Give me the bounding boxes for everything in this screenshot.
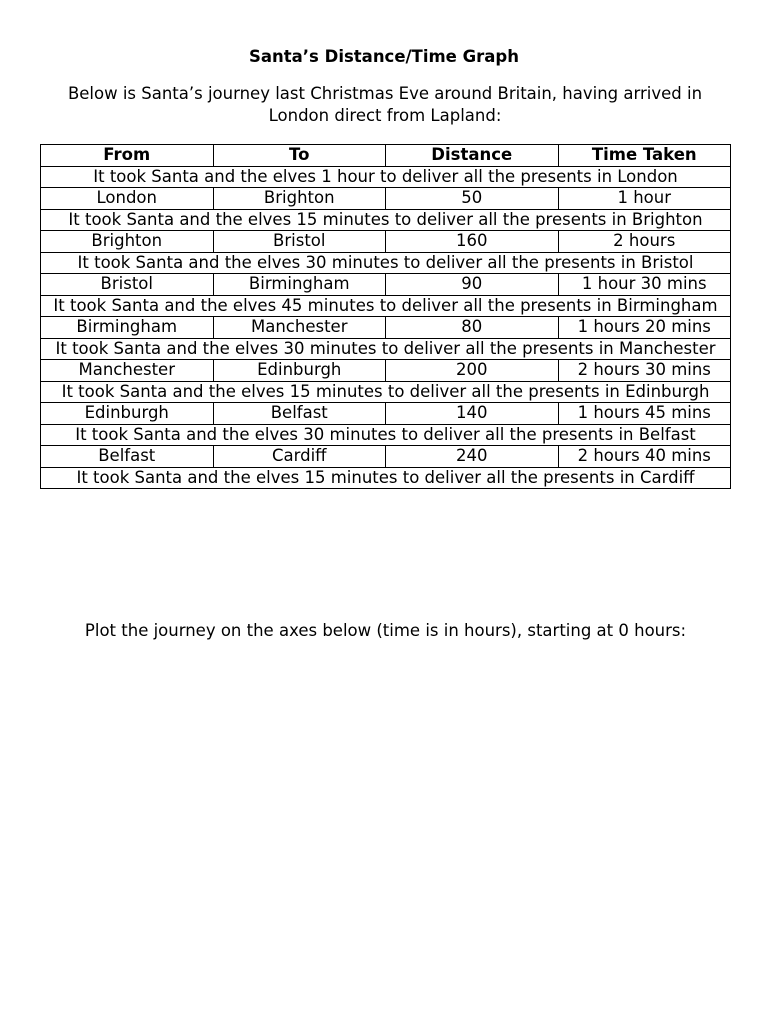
cell-from: Bristol bbox=[41, 274, 214, 296]
cell-time: 2 hours bbox=[558, 231, 731, 253]
table-row-leg bbox=[41, 317, 731, 339]
cell-time: 2 hours 30 mins bbox=[558, 360, 731, 382]
cell-time: 1 hour 30 mins bbox=[558, 274, 731, 296]
cell-from: Brighton bbox=[41, 231, 214, 253]
header-to: To bbox=[213, 145, 386, 167]
delivery-note: It took Santa and the elves 30 minutes to deliver all the presents in Bristol bbox=[41, 252, 731, 274]
cell-from: Manchester bbox=[41, 360, 214, 382]
cell-from: Birmingham bbox=[41, 317, 214, 339]
cell-to: Edinburgh bbox=[213, 360, 386, 382]
delivery-note: It took Santa and the elves 30 minutes to deliver all the presents in Belfast bbox=[41, 424, 731, 446]
table-row-note bbox=[41, 166, 731, 188]
page-title: Santa’s Distance/Time Graph bbox=[249, 47, 519, 66]
cell-time: 2 hours 40 mins bbox=[558, 446, 731, 468]
table-row-note bbox=[41, 467, 731, 489]
table-row-note bbox=[41, 295, 731, 317]
table-row-note bbox=[41, 209, 731, 231]
header-from: From bbox=[41, 145, 214, 167]
delivery-note: It took Santa and the elves 15 minutes to deliver all the presents in Brighton bbox=[41, 209, 731, 231]
delivery-note: It took Santa and the elves 15 minutes to deliver all the presents in Cardiff bbox=[41, 467, 731, 489]
cell-to: Cardiff bbox=[213, 446, 386, 468]
cell-to: Birmingham bbox=[213, 274, 386, 296]
table-row-leg bbox=[41, 446, 731, 468]
table-row-leg bbox=[41, 403, 731, 425]
delivery-note: It took Santa and the elves 45 minutes to deliver all the presents in Birmingham bbox=[41, 295, 731, 317]
table-row-leg bbox=[41, 360, 731, 382]
cell-distance: 160 bbox=[386, 231, 559, 253]
table-row-note bbox=[41, 338, 731, 360]
journey-table-body bbox=[41, 166, 731, 489]
table-row-leg bbox=[41, 274, 731, 296]
cell-from: Belfast bbox=[41, 446, 214, 468]
table-row-note bbox=[41, 252, 731, 274]
cell-to: Manchester bbox=[213, 317, 386, 339]
cell-from: London bbox=[41, 188, 214, 210]
cell-time: 1 hours 20 mins bbox=[558, 317, 731, 339]
cell-to: Bristol bbox=[213, 231, 386, 253]
plot-instruction: Plot the journey on the axes below (time is in hours), starting at 0 hours: bbox=[84, 621, 687, 640]
cell-to: Brighton bbox=[213, 188, 386, 210]
cell-distance: 80 bbox=[386, 317, 559, 339]
header-time-taken: Time Taken bbox=[558, 145, 731, 167]
header-distance: Distance bbox=[386, 145, 559, 167]
cell-distance: 140 bbox=[386, 403, 559, 425]
table-row-leg bbox=[41, 231, 731, 253]
cell-distance: 50 bbox=[386, 188, 559, 210]
cell-distance: 200 bbox=[386, 360, 559, 382]
cell-from: Edinburgh bbox=[41, 403, 214, 425]
table-row-note bbox=[41, 424, 731, 446]
cell-time: 1 hours 45 mins bbox=[558, 403, 731, 425]
cell-distance: 90 bbox=[386, 274, 559, 296]
delivery-note: It took Santa and the elves 30 minutes to deliver all the presents in Manchester bbox=[41, 338, 731, 360]
intro-text: Below is Santa’s journey last Christmas Eve around Britain, having arrived in London direct from Lapland: bbox=[67, 84, 703, 125]
cell-to: Belfast bbox=[213, 403, 386, 425]
table-header-row bbox=[41, 145, 731, 167]
delivery-note: It took Santa and the elves 15 minutes to deliver all the presents in Edinburgh bbox=[41, 381, 731, 403]
cell-time: 1 hour bbox=[558, 188, 731, 210]
cell-distance: 240 bbox=[386, 446, 559, 468]
journey-table bbox=[40, 144, 731, 489]
table-row-leg bbox=[41, 188, 731, 210]
delivery-note: It took Santa and the elves 1 hour to deliver all the presents in London bbox=[41, 166, 731, 188]
table-row-note bbox=[41, 381, 731, 403]
